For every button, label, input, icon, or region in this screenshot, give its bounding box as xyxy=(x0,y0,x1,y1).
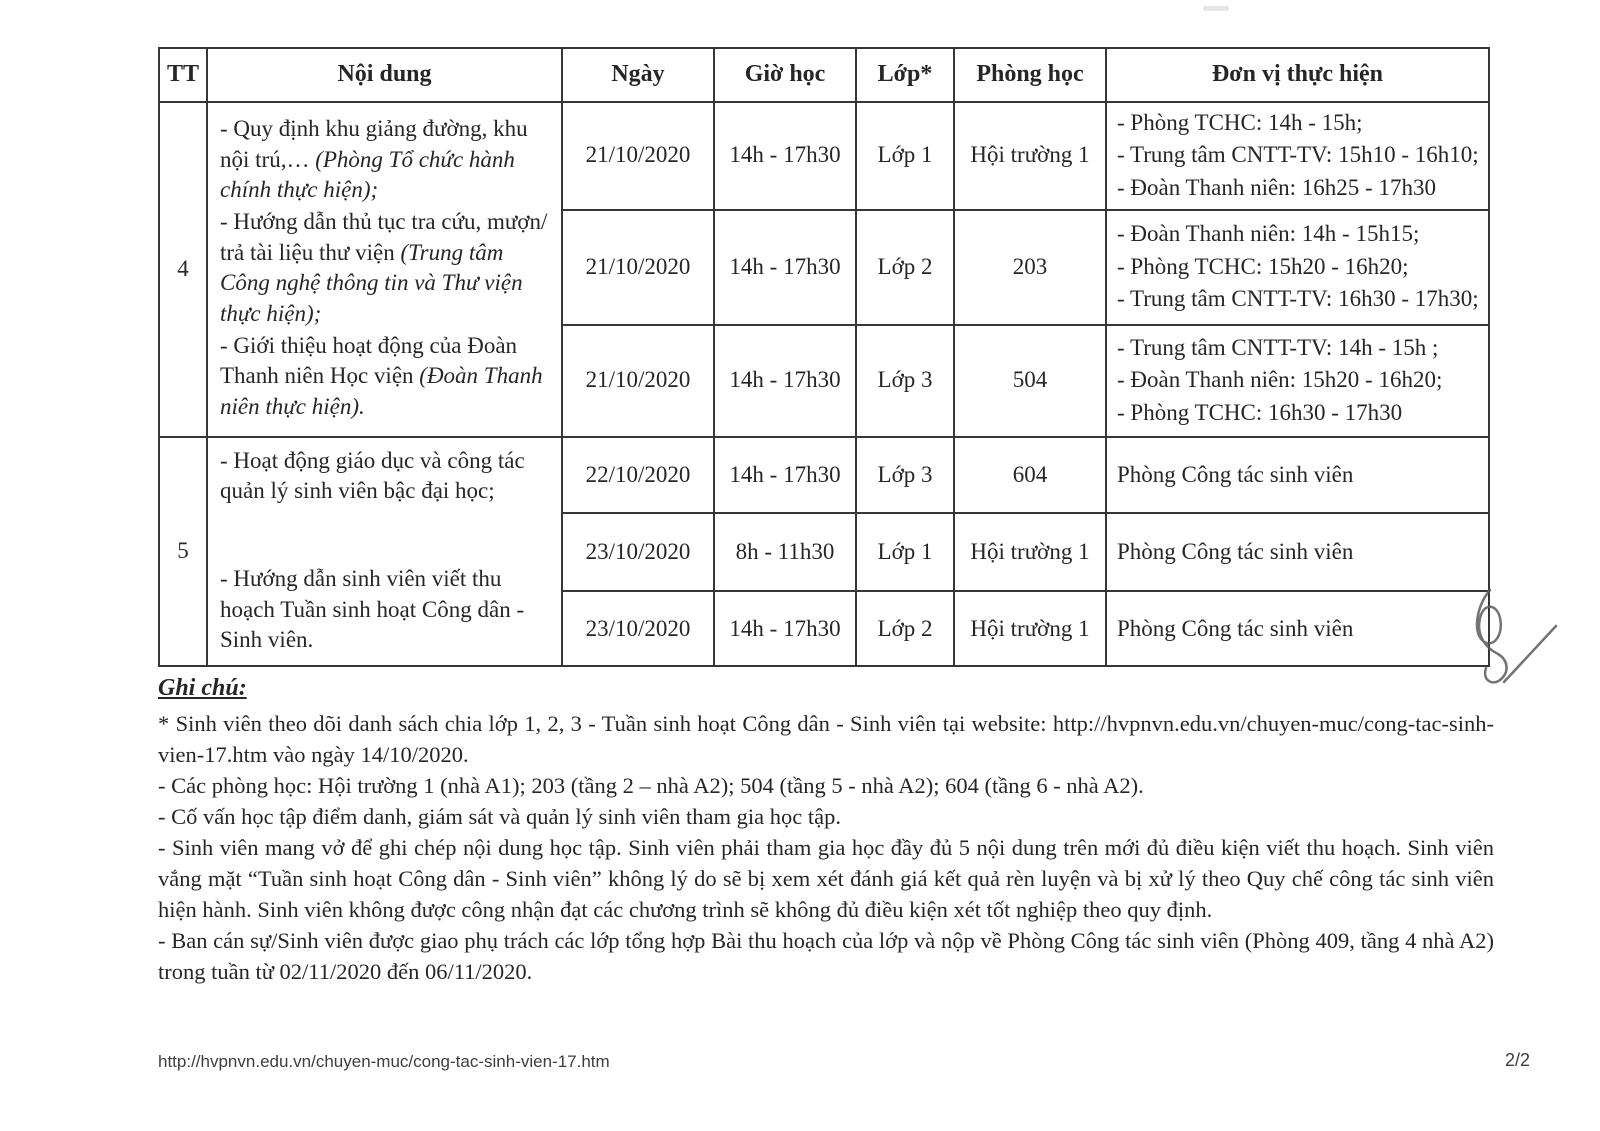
row-number: 4 xyxy=(159,102,207,437)
column-header-phonghoc: Phòng học xyxy=(954,48,1106,102)
class-cell: Lớp 2 xyxy=(856,591,954,666)
content-paragraph: - Hoạt động giáo dục và công tác quản lý sinh viên bậc đại học; xyxy=(220,447,525,503)
unit-line: - Trung tâm CNTT-TV: 14h - 15h ; xyxy=(1117,334,1439,360)
table-row xyxy=(159,102,1489,210)
column-header-lop: Lớp* xyxy=(856,48,954,102)
time-cell: 14h - 17h30 xyxy=(714,102,856,210)
scan-artifact xyxy=(1203,6,1229,11)
class-cell: Lớp 2 xyxy=(856,210,954,325)
date-cell: 23/10/2020 xyxy=(562,513,714,591)
column-header-donvi: Đơn vị thực hiện xyxy=(1106,48,1489,102)
unit-line: - Phòng TCHC: 15h20 - 16h20; xyxy=(1117,253,1409,279)
class-cell: Lớp 3 xyxy=(856,325,954,437)
time-cell: 14h - 17h30 xyxy=(714,591,856,666)
table-header-row xyxy=(159,48,1489,102)
time-cell: 14h - 17h30 xyxy=(714,210,856,325)
room-cell: Hội trường 1 xyxy=(954,513,1106,591)
column-header-tt: TT xyxy=(159,48,207,102)
unit-line: - Đoàn Thanh niên: 14h - 15h15; xyxy=(1117,221,1420,247)
content-cell xyxy=(207,102,562,437)
unit-line: - Đoàn Thanh niên: 15h20 - 16h20; xyxy=(1117,367,1443,393)
date-cell: 21/10/2020 xyxy=(562,102,714,210)
room-cell: 504 xyxy=(954,325,1106,437)
class-cell: Lớp 1 xyxy=(856,513,954,591)
table-row xyxy=(159,437,1489,514)
note-item: - Ban cán sự/Sinh viên được giao phụ trách các lớp tổng hợp Bài thu hoạch của lớp và nộp về Phòng Công tác sinh viên (Phòng 409, tầng 4 nhà A2) trong tuần từ 02/11/2020 đến 06/11/2020. xyxy=(158,928,1494,984)
room-cell: 203 xyxy=(954,210,1106,325)
content-paragraph: - Giới thiệu hoạt động của Đoàn Thanh niên Học viện (Đoàn Thanh niên thực hiện). xyxy=(220,332,543,419)
room-cell: Hội trường 1 xyxy=(954,102,1106,210)
unit-cell: Phòng Công tác sinh viên xyxy=(1106,513,1489,591)
unit-line: - Phòng TCHC: 16h30 - 17h30 xyxy=(1117,399,1403,425)
unit-cell xyxy=(1106,325,1489,437)
date-cell: 21/10/2020 xyxy=(562,210,714,325)
class-cell: Lớp 1 xyxy=(856,102,954,210)
unit-line: - Trung tâm CNTT-TV: 16h30 - 17h30; xyxy=(1117,286,1479,312)
note-item: - Cố vấn học tập điểm danh, giám sát và quản lý sinh viên tham gia học tập. xyxy=(158,804,841,829)
unit-cell xyxy=(1106,210,1489,325)
time-cell: 14h - 17h30 xyxy=(714,437,856,514)
notes-section xyxy=(158,675,1494,987)
content-paragraph: - Quy định khu giảng đường, khu nội trú,… (Phòng Tổ chức hành chính thực hiện); xyxy=(220,116,528,203)
unit-cell xyxy=(1106,102,1489,210)
column-header-giohoc: Giờ học xyxy=(714,48,856,102)
column-header-noidung: Nội dung xyxy=(207,48,562,102)
notes-heading: Ghi chú: xyxy=(158,675,247,701)
print-footer-page-number: 2/2 xyxy=(1504,1050,1530,1070)
schedule-table xyxy=(158,47,1490,667)
print-footer-url: http://hvpnvn.edu.vn/chuyen-muc/cong-tac-sinh-vien-17.htm xyxy=(158,1052,610,1071)
time-cell: 14h - 17h30 xyxy=(714,325,856,437)
column-header-ngay: Ngày xyxy=(562,48,714,102)
time-cell: 8h - 11h30 xyxy=(714,513,856,591)
unit-line: - Trung tâm CNTT-TV: 15h10 - 16h10; xyxy=(1117,142,1479,168)
room-cell: 604 xyxy=(954,437,1106,514)
note-item: * Sinh viên theo dõi danh sách chia lớp 1, 2, 3 - Tuần sinh hoạt Công dân - Sinh viên tại website: http://hvpnvn.edu.vn/chuyen-muc/cong-tac-sinh-vien-17.htm vào ngày 14/10/2020. xyxy=(158,711,1494,767)
row-number: 5 xyxy=(159,437,207,667)
room-cell: Hội trường 1 xyxy=(954,591,1106,666)
note-item: - Sinh viên mang vở để ghi chép nội dung học tập. Sinh viên phải tham gia học đầy đủ 5 nội dung trên mới đủ điều kiện viết thu hoạch. Sinh viên vắng mặt “Tuần sinh hoạt Công dân - Sinh viên” không lý do sẽ bị xem xét đánh giá kết quả rèn luyện và bị xử lý theo Quy chế công tác sinh viên hiện hành. Sinh viên không được công nhận đạt các chương trình sẽ không đủ điều kiện xét tốt nghiệp theo quy định. xyxy=(158,835,1494,922)
content-cell xyxy=(207,437,562,667)
date-cell: 21/10/2020 xyxy=(562,325,714,437)
content-paragraph: - Hướng dẫn thủ tục tra cứu, mượn/ trả tài liệu thư viện (Trung tâm Công nghệ thông tin và Thư viện thực hiện); xyxy=(220,209,548,326)
schedule-table-container xyxy=(158,47,1490,667)
unit-line: - Phòng TCHC: 14h - 15h; xyxy=(1117,109,1363,135)
unit-cell: Phòng Công tác sinh viên xyxy=(1106,591,1489,666)
unit-cell: Phòng Công tác sinh viên xyxy=(1106,437,1489,514)
date-cell: 22/10/2020 xyxy=(562,437,714,514)
note-item: - Các phòng học: Hội trường 1 (nhà A1); 203 (tầng 2 – nhà A2); 504 (tầng 5 - nhà A2); 604 (tầng 6 - nhà A2). xyxy=(158,773,1144,798)
date-cell: 23/10/2020 xyxy=(562,591,714,666)
class-cell: Lớp 3 xyxy=(856,437,954,514)
content-paragraph: - Hướng dẫn sinh viên viết thu hoạch Tuần sinh hoạt Công dân - Sinh viên. xyxy=(220,566,525,653)
unit-line: - Đoàn Thanh niên: 16h25 - 17h30 xyxy=(1117,174,1436,200)
